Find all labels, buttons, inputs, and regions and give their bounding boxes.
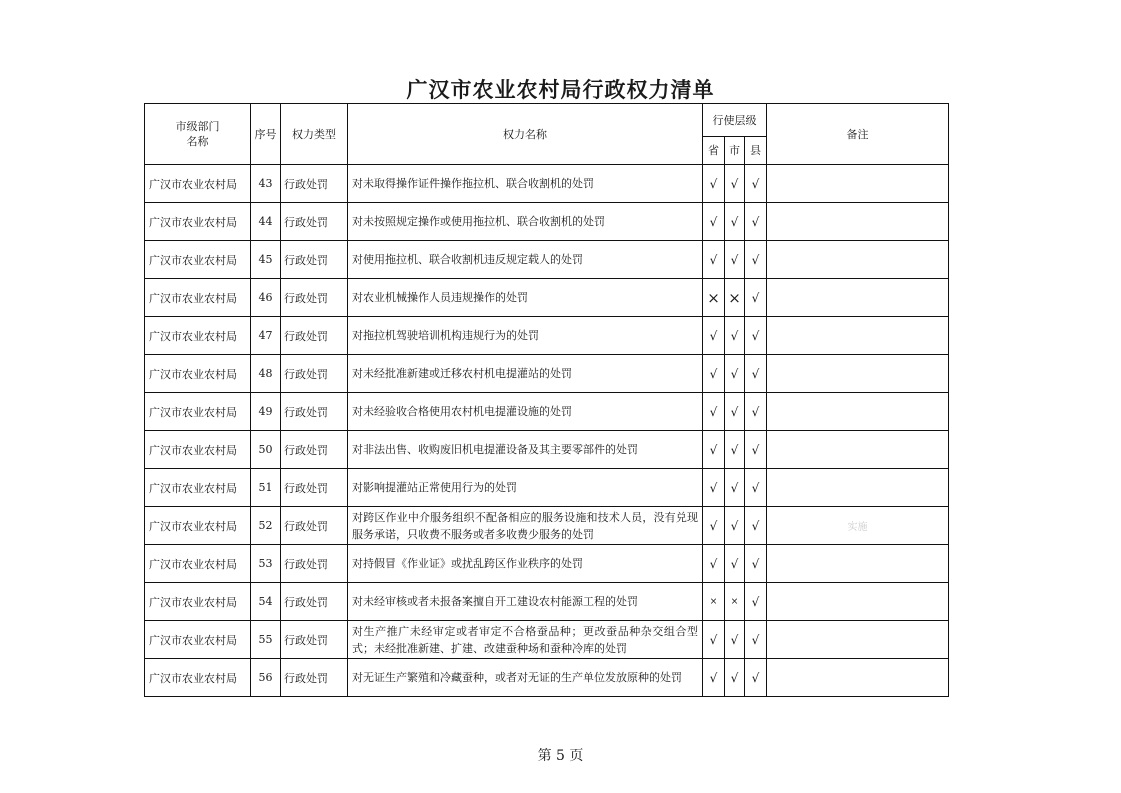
row-seq: 44: [251, 203, 281, 241]
table-row: [145, 393, 949, 431]
row-dept: 广汉市农业农村局: [145, 203, 251, 241]
row-note: [767, 621, 949, 659]
row-power-name: 对影响提灌站正常使用行为的处罚: [348, 469, 703, 507]
table-row: [145, 507, 949, 545]
row-province-level: √: [703, 393, 725, 431]
row-note: [767, 279, 949, 317]
row-note: [767, 431, 949, 469]
row-province-level: √: [703, 241, 725, 279]
row-city-level: √: [725, 393, 745, 431]
row-note: [767, 583, 949, 621]
row-power-name: 对无证生产繁殖和冷藏蚕种，或者对无证的生产单位发放原种的处罚: [348, 659, 703, 697]
row-power-name: 对持假冒《作业证》或扰乱跨区作业秩序的处罚: [348, 545, 703, 583]
row-province-level: √: [703, 317, 725, 355]
row-dept: 广汉市农业农村局: [145, 545, 251, 583]
table-row: [145, 203, 949, 241]
row-dept: 广汉市农业农村局: [145, 469, 251, 507]
row-note: [767, 469, 949, 507]
row-county-level: √: [745, 203, 767, 241]
row-type: 行政处罚: [281, 659, 348, 697]
table-row: [145, 317, 949, 355]
row-power-name: 对未经验收合格使用农村机电提灌设施的处罚: [348, 393, 703, 431]
row-city-level: √: [725, 165, 745, 203]
row-dept: 广汉市农业农村局: [145, 659, 251, 697]
table-row: [145, 583, 949, 621]
page-title: 广汉市农业农村局行政权力清单: [406, 77, 715, 102]
row-type: 行政处罚: [281, 203, 348, 241]
header-city: 市: [725, 137, 745, 165]
row-city-level: √: [725, 507, 745, 545]
header-note: 备注: [767, 104, 949, 165]
power-list-table: [144, 103, 949, 697]
row-county-level: √: [745, 355, 767, 393]
row-province-level: √: [703, 355, 725, 393]
row-seq: 45: [251, 241, 281, 279]
row-province-level: ×: [703, 583, 725, 621]
row-city-level: √: [725, 355, 745, 393]
header-seq: 序号: [251, 104, 281, 165]
row-dept: 广汉市农业农村局: [145, 165, 251, 203]
row-province-level: √: [703, 203, 725, 241]
row-power-name: 对拖拉机驾驶培训机构违规行为的处罚: [348, 317, 703, 355]
row-note: [767, 203, 949, 241]
row-county-level: √: [745, 545, 767, 583]
row-power-name: 对未取得操作证件操作拖拉机、联合收割机的处罚: [348, 165, 703, 203]
row-dept: 广汉市农业农村局: [145, 393, 251, 431]
row-seq: 54: [251, 583, 281, 621]
row-county-level: √: [745, 431, 767, 469]
row-county-level: √: [745, 279, 767, 317]
row-type: 行政处罚: [281, 393, 348, 431]
row-note: [767, 393, 949, 431]
row-power-name: 对生产推广未经审定或者审定不合格蚕品种；更改蚕品种杂交组合型式；未经批准新建、扩建、改建蚕种场和蚕种冷库的处罚: [348, 621, 703, 659]
row-note: [767, 545, 949, 583]
row-province-level: ×: [703, 279, 725, 317]
row-county-level: √: [745, 507, 767, 545]
row-county-level: √: [745, 583, 767, 621]
row-note: [767, 317, 949, 355]
row-type: 行政处罚: [281, 317, 348, 355]
row-seq: 46: [251, 279, 281, 317]
row-province-level: √: [703, 431, 725, 469]
row-note: [767, 165, 949, 203]
table-row: [145, 621, 949, 659]
row-province-level: √: [703, 621, 725, 659]
row-power-name: 对农业机械操作人员违规操作的处罚: [348, 279, 703, 317]
row-dept: 广汉市农业农村局: [145, 507, 251, 545]
row-type: 行政处罚: [281, 621, 348, 659]
row-dept: 广汉市农业农村局: [145, 621, 251, 659]
row-city-level: √: [725, 545, 745, 583]
row-seq: 48: [251, 355, 281, 393]
row-city-level: √: [725, 203, 745, 241]
row-seq: 43: [251, 165, 281, 203]
row-type: 行政处罚: [281, 583, 348, 621]
table-row: [145, 659, 949, 697]
row-type: 行政处罚: [281, 279, 348, 317]
header-dept: 市级部门名称: [145, 104, 251, 165]
row-type: 行政处罚: [281, 241, 348, 279]
row-city-level: √: [725, 431, 745, 469]
table-row: [145, 545, 949, 583]
row-city-level: ×: [725, 583, 745, 621]
row-seq: 49: [251, 393, 281, 431]
table-row: [145, 355, 949, 393]
table-row: [145, 165, 949, 203]
row-power-name: 对使用拖拉机、联合收割机违反规定载人的处罚: [348, 241, 703, 279]
row-city-level: √: [725, 621, 745, 659]
row-type: 行政处罚: [281, 469, 348, 507]
row-province-level: √: [703, 165, 725, 203]
row-province-level: √: [703, 659, 725, 697]
row-county-level: √: [745, 659, 767, 697]
table-row: [145, 279, 949, 317]
row-dept: 广汉市农业农村局: [145, 355, 251, 393]
row-power-name: 对未经批准新建或迁移农村机电提灌站的处罚: [348, 355, 703, 393]
header-county: 县: [745, 137, 767, 165]
row-seq: 55: [251, 621, 281, 659]
row-city-level: ×: [725, 279, 745, 317]
row-dept: 广汉市农业农村局: [145, 317, 251, 355]
header-province: 省: [703, 137, 725, 165]
row-dept: 广汉市农业农村局: [145, 431, 251, 469]
row-seq: 53: [251, 545, 281, 583]
row-power-name: 对非法出售、收购废旧机电提灌设备及其主要零部件的处罚: [348, 431, 703, 469]
row-county-level: √: [745, 241, 767, 279]
row-seq: 56: [251, 659, 281, 697]
table-row: [145, 241, 949, 279]
row-note: 实施: [767, 507, 949, 545]
row-seq: 52: [251, 507, 281, 545]
row-power-name: 对未经审核或者未报备案擅自开工建设农村能源工程的处罚: [348, 583, 703, 621]
row-note: [767, 659, 949, 697]
row-seq: 47: [251, 317, 281, 355]
row-city-level: √: [725, 469, 745, 507]
row-type: 行政处罚: [281, 507, 348, 545]
row-note: [767, 355, 949, 393]
row-city-level: √: [725, 317, 745, 355]
page-number: 第 5 页: [537, 748, 584, 764]
header-level: 行使层级: [703, 104, 767, 137]
header-name: 权力名称: [348, 104, 703, 165]
row-province-level: √: [703, 507, 725, 545]
row-note: [767, 241, 949, 279]
row-seq: 51: [251, 469, 281, 507]
row-type: 行政处罚: [281, 355, 348, 393]
row-dept: 广汉市农业农村局: [145, 583, 251, 621]
row-province-level: √: [703, 545, 725, 583]
table-row: [145, 431, 949, 469]
table-row: [145, 469, 949, 507]
row-seq: 50: [251, 431, 281, 469]
row-county-level: √: [745, 165, 767, 203]
row-province-level: √: [703, 469, 725, 507]
row-county-level: √: [745, 469, 767, 507]
row-city-level: √: [725, 659, 745, 697]
row-type: 行政处罚: [281, 431, 348, 469]
row-county-level: √: [745, 317, 767, 355]
row-type: 行政处罚: [281, 545, 348, 583]
row-power-name: 对未按照规定操作或使用拖拉机、联合收割机的处罚: [348, 203, 703, 241]
row-county-level: √: [745, 621, 767, 659]
row-county-level: √: [745, 393, 767, 431]
row-dept: 广汉市农业农村局: [145, 241, 251, 279]
row-power-name: 对跨区作业中介服务组织不配备相应的服务设施和技术人员，没有兑现服务承诺，只收费不服务或者多收费少服务的处罚: [348, 507, 703, 545]
row-type: 行政处罚: [281, 165, 348, 203]
header-type: 权力类型: [281, 104, 348, 165]
row-city-level: √: [725, 241, 745, 279]
row-dept: 广汉市农业农村局: [145, 279, 251, 317]
